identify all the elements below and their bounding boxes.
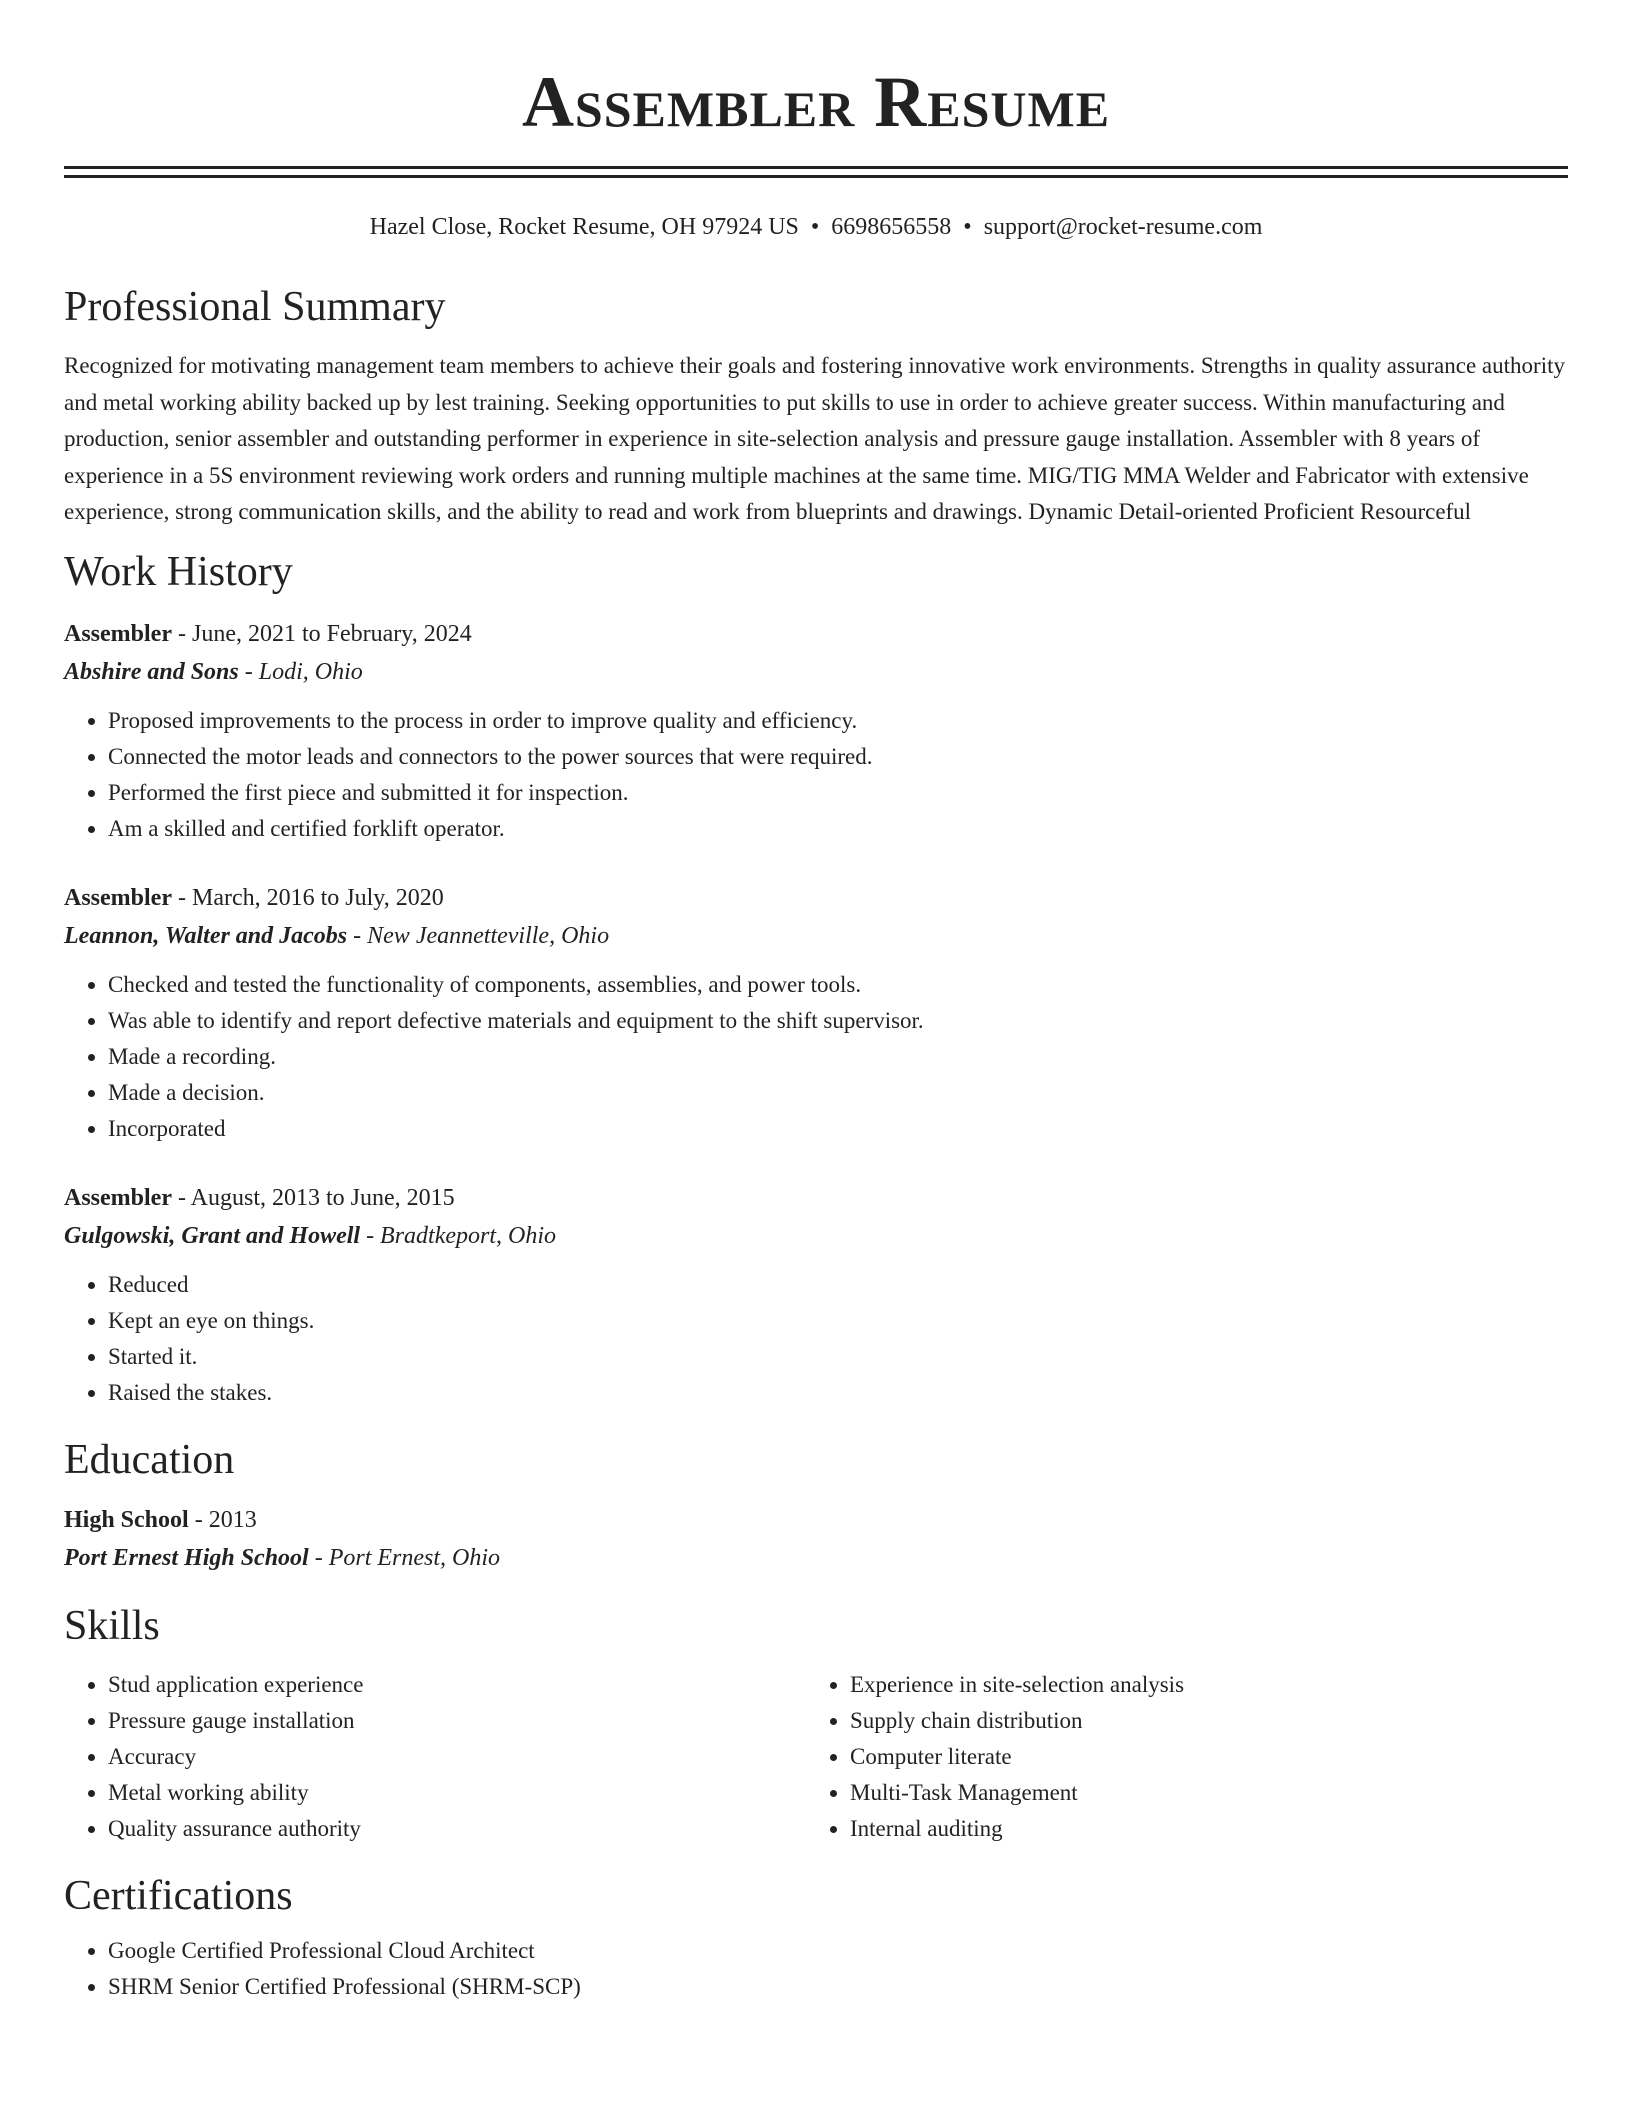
list-item: • Kept an eye on things. bbox=[108, 1303, 1568, 1339]
job-dates: - March, 2016 to July, 2020 bbox=[171, 884, 444, 911]
company-name: Abshire and Sons bbox=[64, 658, 239, 685]
list-item: • Reduced bbox=[108, 1267, 1568, 1303]
list-item: • Performed the first piece and submitted it for inspection. bbox=[108, 775, 1568, 811]
list-item: • Google Certified Professional Cloud Architect bbox=[108, 1933, 1568, 1969]
skills-list-left bbox=[64, 1667, 806, 1847]
list-item: • Quality assurance authority bbox=[108, 1811, 806, 1847]
school-name: Port Ernest High School bbox=[64, 1544, 309, 1571]
job-bullet-list bbox=[64, 703, 1568, 847]
resume-page bbox=[64, 0, 1568, 2005]
job-title: Assembler bbox=[64, 884, 172, 911]
list-item: • Made a recording. bbox=[108, 1039, 1568, 1075]
skills-section bbox=[64, 1601, 1568, 1847]
section-heading: Skills bbox=[64, 1602, 160, 1649]
graduation-year: - 2013 bbox=[188, 1506, 257, 1533]
list-item: • Metal working ability bbox=[108, 1775, 806, 1811]
company-location: - Lodi, Ohio bbox=[238, 658, 363, 685]
job-title-line bbox=[64, 879, 1568, 917]
degree-name: High School bbox=[64, 1506, 189, 1533]
job-title-line bbox=[64, 615, 1568, 653]
list-item: • Am a skilled and certified forklift operator. bbox=[108, 811, 1568, 847]
list-item: • Pressure gauge installation bbox=[108, 1703, 806, 1739]
education-section bbox=[64, 1435, 1568, 1577]
company-location: - Bradtkeport, Ohio bbox=[360, 1222, 557, 1249]
company-line bbox=[64, 1217, 1568, 1255]
list-item: • Checked and tested the functionality of components, assemblies, and power tools. bbox=[108, 967, 1568, 1003]
list-item: • Internal auditing bbox=[850, 1811, 1548, 1847]
contact-separator: • bbox=[963, 214, 972, 240]
school-location: - Port Ernest, Ohio bbox=[308, 1544, 501, 1571]
company-name: Leannon, Walter and Jacobs bbox=[64, 922, 348, 949]
section-heading: Education bbox=[64, 1436, 235, 1483]
contact-line bbox=[64, 212, 1568, 242]
list-item: • Supply chain distribution bbox=[850, 1703, 1548, 1739]
list-item: • Raised the stakes. bbox=[108, 1375, 1568, 1411]
list-item: • Proposed improvements to the process in order to improve quality and efficiency. bbox=[108, 703, 1568, 739]
skills-grid bbox=[64, 1667, 1568, 1847]
section-heading: Professional Summary bbox=[64, 284, 446, 330]
job-title: Assembler bbox=[64, 620, 172, 647]
list-item: • Incorporated bbox=[108, 1111, 1568, 1147]
school-line bbox=[64, 1539, 1568, 1577]
job-dates: - August, 2013 to June, 2015 bbox=[171, 1184, 455, 1211]
job-bullet-list bbox=[64, 967, 1568, 1147]
skills-list-right bbox=[806, 1667, 1548, 1847]
list-item: • Experience in site-selection analysis bbox=[850, 1667, 1548, 1703]
company-line bbox=[64, 653, 1568, 691]
list-item: • Connected the motor leads and connectors to the power sources that were required. bbox=[108, 739, 1568, 775]
list-item: • Computer literate bbox=[850, 1739, 1548, 1775]
job-dates: - June, 2021 to February, 2024 bbox=[171, 620, 472, 647]
list-item: • Accuracy bbox=[108, 1739, 806, 1775]
company-name: Gulgowski, Grant and Howell bbox=[64, 1222, 361, 1249]
professional-summary-section bbox=[64, 282, 1568, 531]
resume-title: Assembler Resume bbox=[521, 62, 1111, 142]
job-entry bbox=[64, 615, 1568, 847]
job-title: Assembler bbox=[64, 1184, 172, 1211]
summary-text: Recognized for motivating management team members to achieve their goals and fostering innovative work environments. Strengths in quality assurance authority and metal working ability backed up by lest training. Seeking opportunities to put skills to use in order to achieve greater success. Within manufacturing and production, senior assembler and outstanding performer in experience in site-selection analysis and pressure gauge installation. Assembler with 8 years of experience in a 5S environment reviewing work orders and running multiple machines at the same time. MIG/TIG MMA Welder and Fabricator with extensive experience, strong communication skills, and the ability to read and work from blueprints and drawings. Dynamic Detail-oriented Proficient Resourceful bbox=[64, 353, 1565, 524]
certifications-section bbox=[64, 1871, 1568, 2005]
list-item: • Made a decision. bbox=[108, 1075, 1568, 1111]
certifications-list bbox=[64, 1933, 1568, 2005]
degree-line bbox=[64, 1501, 1568, 1539]
title-divider-thin bbox=[64, 175, 1568, 178]
job-entry bbox=[64, 879, 1568, 1147]
list-item: • Started it. bbox=[108, 1339, 1568, 1375]
section-heading: Certifications bbox=[64, 1872, 293, 1919]
list-item: • Was able to identify and report defective materials and equipment to the shift supervisor. bbox=[108, 1003, 1568, 1039]
company-location: - New Jeannetteville, Ohio bbox=[347, 922, 610, 949]
list-item: • Multi-Task Management bbox=[850, 1775, 1548, 1811]
contact-separator: • bbox=[810, 214, 820, 240]
contact-address: Hazel Close, Rocket Resume, OH 97924 US bbox=[369, 214, 799, 240]
job-title-line bbox=[64, 1179, 1568, 1217]
list-item: • SHRM Senior Certified Professional (SHRM-SCP) bbox=[108, 1969, 1568, 2005]
title-divider-thick bbox=[64, 166, 1568, 169]
job-entry bbox=[64, 1179, 1568, 1411]
job-bullet-list bbox=[64, 1267, 1568, 1411]
contact-email: support@rocket-resume.com bbox=[983, 214, 1263, 240]
work-history-section bbox=[64, 547, 1568, 1411]
company-line bbox=[64, 917, 1568, 955]
education-entry bbox=[64, 1501, 1568, 1577]
contact-phone: 6698656558 bbox=[831, 214, 952, 240]
list-item: • Stud application experience bbox=[108, 1667, 806, 1703]
section-heading: Work History bbox=[64, 548, 293, 595]
